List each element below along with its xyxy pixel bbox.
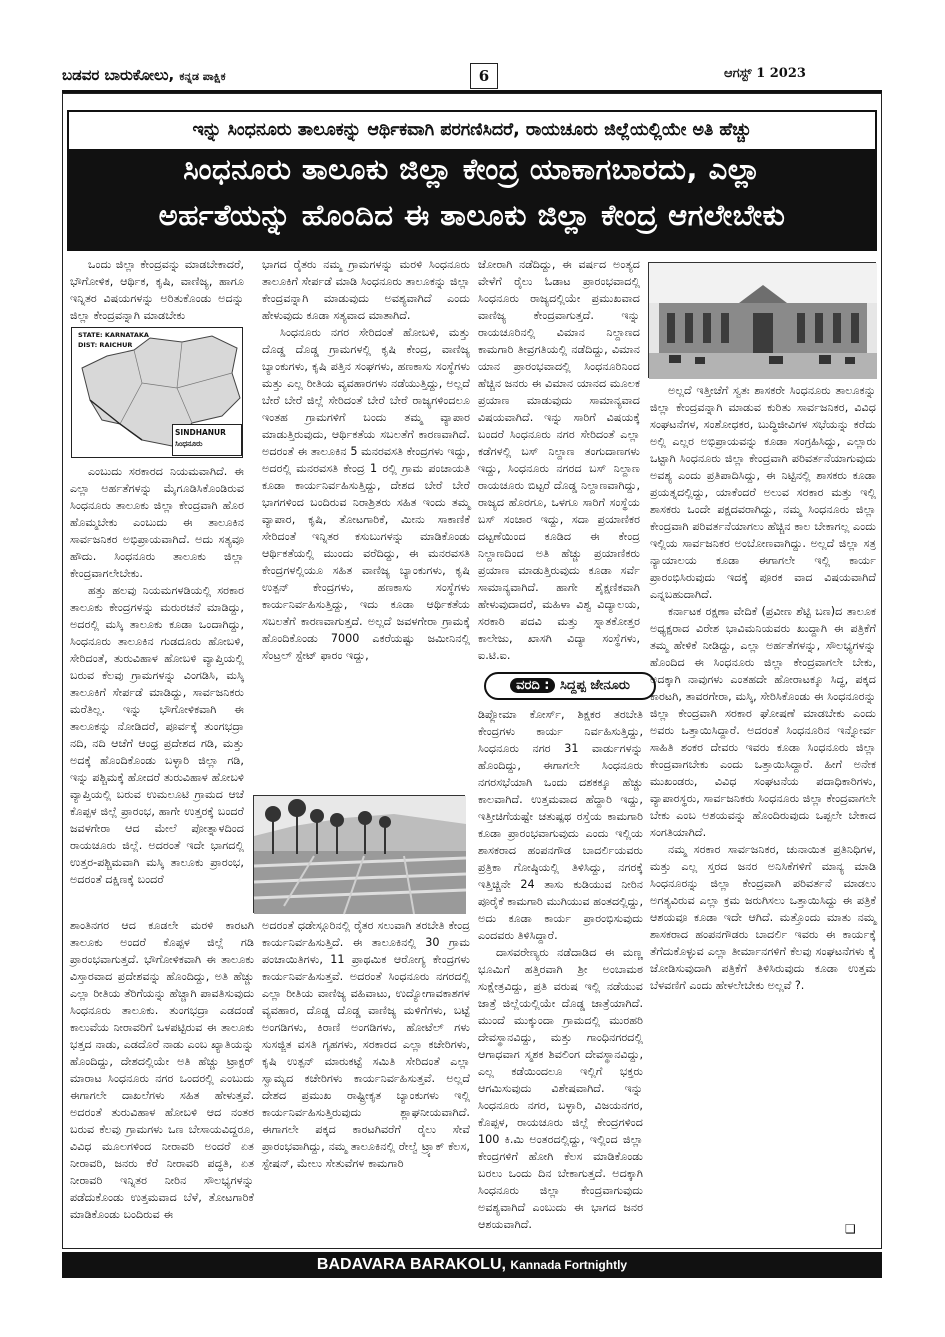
end-mark-icon: ❑: [845, 1222, 856, 1236]
paragraph: ಸಿಂಧನೂರು ನಗರ ಸೇರಿದಂತೆ ಹೋಬಳಿ, ಮತ್ತು ದೊಡ್ಡ ದೊಡ್ಡ ಗ್ರಾಮಗಳಲ್ಲಿ ಕೃಷಿ ಕೇಂದ್ರ, ವಾಣಿಜ್ಯ ಬ್ಯಾಂಕುಗಳು, ಕೃಷಿ ಪತ್ತಿನ ಸಂಘಗಳು, ಹಣಕಾಸು ಸಂಸ್ಥೆಗಳು ಮತ್ತು ಎಲ್ಲ ರೀತಿಯ ವ್ಯವಹಾರಗಳು ನಡೆಯುತ್ತಿದ್ದು, ಅಲ್ಲದೆ ಬೇರೆ ಬೇರೆ ಜಿಲ್ಲೆ ಸೇರಿದಂತೆ ಬೇರೆ ಬೇರೆ ರಾಜ್ಯಗಳಿಂದಲೂ ಇಂತಹ ಗ್ರಾಮಗಳಿಗೆ ಬಂದು ತಮ್ಮ ವ್ಯಾಪಾರ ಮಾಡುತ್ತಿರುವುದು, ಆರ್ಥಿಕತೆಯ ಸಬಲತೆಗೆ ಕಾರಣವಾಗಿದೆ. ಅದರಂತೆ ಈ ತಾಲೂಕಿನ 5 ಮನರವಸತಿ ಕೇಂದ್ರಗಳು ಇದ್ದು, ಅದರಲ್ಲಿ ಮನರವಸತಿ ಕೇಂದ್ರ 1 ರಲ್ಲಿ ಗ್ರಾಮ ಪಂಚಾಯತಿ ಕೂಡಾ ಕಾರ್ಯನಿರ್ವಹಿಸುತ್ತಿದ್ದು, ದೇಶದ ಬೇರೆ ಬೇರೆ ಭಾಗಗಳಿಂದ ಬಂದಿರುವ ನಿರಾಶ್ರಿತರು ಸಹಿತ ಇಂದು ತಮ್ಮ ವ್ಯಾಪಾರ, ಕೃಷಿ, ತೋಟಗಾರಿಕೆ, ಮೀನು ಸಾಕಾಣಿಕೆ ಸೇರಿದಂತೆ ಇನ್ನಿತರ ಕಸುಬುಗಳನ್ನು ಮಾಡಿಕೊಂಡು ಆರ್ಥಿಕತೆಯಲ್ಲಿ ಮುಂದು ವರೆದಿದ್ದು, ಈ ಮನರವಸತಿ ಕೇಂದ್ರಗಳಲ್ಲಿಯೂ ಸಹಿತ ವಾಣಿಜ್ಯ ಬ್ಯಾಂಕುಗಳು, ಕೃಷಿ ಉತ್ಪನ್ ಕೇಂದ್ರಗಳು, ಹಣಕಾಸು ಸಂಸ್ಥೆಗಳು ಕಾರ್ಯನಿರ್ವಹಿಸುತ್ತಿದ್ದು, ಇದು ಕೂಡಾ ಆರ್ಥಿಕತೆಯ ಸಬಲತೆಗೆ ಕಾರಣವಾಗುತ್ತದೆ. ಅಲ್ಲದೆ ಜವಳಗೇರಾ ಗ್ರಾಮಕ್ಕೆ ಹೊಂದಿಕೊಂಡು 7000 ಎಕರೆಯಷ್ಟು ಜಮೀನಿನಲ್ಲಿ ಸೆಂಟ್ರಲ್ ಸ್ಟೇಟ್ ಫಾರಂ ಇದ್ದು,: [262, 326, 470, 662]
column-3-continued: [478, 706, 643, 1246]
column-4-body: [650, 382, 876, 1220]
paddy-field-image: [254, 796, 466, 914]
paragraph: ಹತ್ತು ಹಲವು ನಿಯಮಗಳಡಿಯಲ್ಲಿ ಸರಕಾರ ತಾಲೂಕು ಕೇಂದ್ರಗಳನ್ನು ಮರುರಚನೆ ಮಾಡಿದ್ದು, ಅದರಲ್ಲಿ ಮಸ್ಕಿ ತಾಲೂಕು ಕೂಡಾ ಒಂದಾಗಿದ್ದು, ಸಿಂಧನೂರು ತಾಲೂಕಿನ ಗುಡದೂರು ಹೋಬಳಿ, ಸೇರಿದಂತೆ, ತುರುವಿಹಾಳ ಹೋಬಳಿ ವ್ಯಾಪ್ತಿಯಲ್ಲಿ ಬರುವ ಕೆಲವು ಗ್ರಾಮಗಳನ್ನು ವಿಂಗಡಿಸಿ, ಮಸ್ಕಿ ತಾಲೂಕಿಗೆ ಸೇರ್ಪಡೆ ಮಾಡಿದ್ದು, ಸಾರ್ವಜನಿಕರು ಮರೆತಿಲ್ಲ. ಇನ್ನು ಭೌಗೋಳಿಕವಾಗಿ ಈ ತಾಲೂಕನ್ನು ನೋಡಿದರೆ, ಪೂರ್ವಕ್ಕೆ ತುಂಗಭದ್ರಾ ನದಿ, ನದಿ ಆಚೆಗೆ ಆಂಧ್ರ ಪ್ರದೇಶದ ಗಡಿ, ಮತ್ತು ಅದಕ್ಕೆ ಹೊಂದಿಕೊಂಡು ಬಳ್ಳಾರಿ ಜಿಲ್ಲಾ ಗಡಿ, ಇನ್ನು ಪಶ್ಚಿಮಕ್ಕೆ ಹೋದರೆ ತುರುವಿಹಾಳ ಹೋಬಳಿ ವ್ಯಾಪ್ತಿಯಲ್ಲಿ ಬರುವ ಉಮಲೂಟಿ ಗ್ರಾಮದ ಆಚೆ ಕೊಪ್ಪಳ ಜಿಲ್ಲೆ ಪ್ರಾರಂಭ, ಹಾಗೇ ಉತ್ತರಕ್ಕೆ ಬಂದರೆ ಜವಳಗೇರಾ ಆದ ಮೇಲೆ ಪೋತ್ನಾಳದಿಂದ ರಾಯಚೂರು ಜಿಲ್ಲೆ. ಅದರಂತೆ ಇದೇ ಭಾಗದಲ್ಲಿ ಉತ್ತರ-ಪಶ್ಚಿಮವಾಗಿ ಮಸ್ಕಿ ತಾಲೂಕು ಪ್ರಾರಂಭ, ಅದರಂತೆ ದಕ್ಷಿಣಕ್ಕೆ ಬಂದರೆ: [70, 584, 244, 886]
masthead-title: [62, 66, 226, 84]
paddy-field-photo: [253, 795, 465, 913]
map-district-label: DIST: RAICHUR: [78, 341, 133, 349]
paragraph: ಒಂದು ಜಿಲ್ಲಾ ಕೇಂದ್ರವನ್ನು ಮಾಡಬೇಕಾದರೆ, ಭೌಗೋಳಿಕ, ಆರ್ಥಿಕ, ಕೃಷಿ, ವಾಣಿಜ್ಯ, ಹಾಗೂ ಇನ್ನಿತರ ವಿಷಯಗಳನ್ನು ಅರಿತುಕೊಂಡು ಅದನ್ನು ಜಿಲ್ಲಾ ಕೇಂದ್ರವನ್ನಾಗಿ ಮಾಡಬೇಕು: [70, 258, 244, 322]
paragraph: ಅಲ್ಲದೆ ಇತ್ತೀಚೆಗೆ ಸ್ವತಃ ಶಾಸಕರೇ ಸಿಂಧನೂರು ತಾಲೂಕನ್ನು ಜಿಲ್ಲಾ ಕೇಂದ್ರವನ್ನಾಗಿ ಮಾಡುವ ಕುರಿತು ಸಾರ್ವಜನಿಕರ, ವಿವಿಧ ಸಂಘಟನೆಗಳ, ಸಂಶೋಧಕರ, ಬುದ್ಧಿಜೀವಿಗಳ ಸಭೆಯನ್ನು ಕರೆದು ಅಲ್ಲಿ ಎಲ್ಲರ ಅಭಿಪ್ರಾಯವನ್ನು ಕೂಡಾ ಸಂಗ್ರಹಿಸಿದ್ದು, ಎಲ್ಲಾರು ಒಟ್ಟಾಗಿ ಸಿಂಧನೂರು ಜಿಲ್ಲಾ ಕೇಂದ್ರವಾಗಿ ಪರಿವರ್ತನೆಯಾಗುವುದು ಅವಶ್ಯ ಎಂದು ಪ್ರತಿಪಾದಿಸಿದ್ದು, ಈ ನಿಟ್ಟಿನಲ್ಲಿ ಶಾಸಕರು ಕೂಡಾ ಪ್ರಯತ್ನದಲ್ಲಿದ್ದು, ಯಾಕೆಂದರೆ ಅಲುವ ಸರಕಾರ ಮತ್ತು ಇಲ್ಲಿ ಶಾಸಕರು ಒಂದೇ ಪಕ್ಷದವರಾಗಿದ್ದು, ನಮ್ಮ ಸಿಂಧನೂರು ಜಿಲ್ಲಾ ಕೇಂದ್ರವಾಗಿ ಪರಿವರ್ತನೆಯಾಗಲು ಹೆಚ್ಚಿನ ಕಾಲ ಬೇಕಾಗಲ್ಲ ಎಂದು ಇಲ್ಲಿಯ ಸಾರ್ವಜನಿಕರ ಅಂಬೋಣವಾಗಿದ್ದು. ಅಲ್ಲದೆ ಜಿಲ್ಲಾ ಸತ್ರ ನ್ಯಾಯಾಲಯ ಕೂಡಾ ಈಗಾಗಲೇ ಇಲ್ಲಿ ಕಾರ್ಯ ಪ್ರಾರಂಭಿಸಿರುವುದು ಇದಕ್ಕೆ ಪೂರಕ ವಾದ ವಿಷಯವಾಗಿದೆ ಎನ್ನಬಹುದಾಗಿದೆ.: [650, 384, 876, 601]
paper-subtitle: ಕನ್ನಡ ಪಾಕ್ಷಿಕ: [179, 70, 226, 83]
paragraph: ಡಿಪ್ಲೋಮಾ ಕೋರ್ಸ್, ಶಿಕ್ಷಕರ ತರಬೇತಿ ಕೇಂದ್ರಗಳು ಕಾರ್ಯ ನಿರ್ವಹಿಸುತ್ತಿದ್ದು, ಸಿಂಧನೂರು ನಗರ 31 ವಾರ್ಡುಗಳನ್ನು ಹೊಂದಿದ್ದು, ಈಗಾಗಲೇ ಸಿಂಧನೂರು ನಗರಸಭೆಯಾಗಿ ಒಂದು ದಶಕಕ್ಕೂ ಹೆಚ್ಚು ಕಾಲವಾಗಿದೆ. ಉತ್ತಮವಾದ ಹೆದ್ದಾರಿ ಇದ್ದು, ಇತ್ತೀಚಿಗೆಯಷ್ಟೇ ಚತುಷ್ಪಥ ರಸ್ತೆಯ ಕಾಮಗಾರಿ ಕೂಡಾ ಪ್ರಾರಂಭವಾಗುವುದು ಎಂದು ಇಲ್ಲಿಯ ಶಾಸಕರಾದ ಹಂಪನಗೌಡ ಬಾದರ್ಲಿಯವರು ಪ್ರತ್ರಿಕಾ ಗೋಷ್ಠಿಯಲ್ಲಿ ತಿಳಿಸಿದ್ದು, ನಗರಕ್ಕೆ ಇತ್ತಿಚ್ಚಿನೇ 24 ತಾಸು ಕುಡಿಯುವ ನೀರಿನ ಪೂರೈಕೆ ಕಾಮಗಾರಿ ಮುಗಿಯುವ ಹಂತದಲ್ಲಿದ್ದು, ಅದು ಕೂಡಾ ಕಾರ್ಯ ಪ್ರಾರಂಭಿಸುವುದು ಎಂದವರು ತಿಳಿಸಿದ್ದಾರೆ.: [478, 708, 643, 942]
district-map: [71, 327, 243, 458]
column-1-continued: [70, 917, 254, 1245]
column-1-intro: [70, 256, 244, 324]
strapline: ಇನ್ನು ಸಿಂಧನೂರು ತಾಲೂಕನ್ನು ಆರ್ಥಿಕವಾಗಿ ಪರಗಣಿಸಿದರೆ, ರಾಯಚೂರು ಜಿಲ್ಲೆಯಲ್ಲಿಯೇ ಅತಿ ಹೆಚ್ಚು: [67, 110, 877, 151]
paragraph: ಶಾಂತಿನಗರ ಆದ ಕೂಡಲೇ ಮರಳಿ ಕಾರಟಗಿ ತಾಲೂಕು ಅಂದರೆ ಕೊಪ್ಪಳ ಜಿಲ್ಲೆ ಗಡಿ ಪ್ರಾರಂಭವಾಗುತ್ತದೆ. ಭೌಗೋಳಿಕವಾಗಿ ಈ ತಾಲೂಕು ವಿಸ್ತಾರವಾದ ಪ್ರದೇಶವನ್ನು ಹೊಂದಿದ್ದು, ಅತಿ ಹೆಚ್ಚು ಎಲ್ಲಾ ರೀತಿಯ ತೆರಿಗೆಯನ್ನು ಹೆಚ್ಚಾಗಿ ಪಾವತಿಸುವುದು ಸಿಂಧನೂರು ತಾಲೂಕು. ತುಂಗಭದ್ರಾ ಎಡದಂಡೆ ಕಾಲುವೆಯ ನೀರಾವರಿಗೆ ಒಳಪಟ್ಟಿರುವ ಈ ತಾಲೂಕು ಭತ್ತದ ನಾಡು, ಎಡದೊರೆ ನಾಡು ಎಂಬ ಖ್ಯಾತಿಯನ್ನು ಹೊಂದಿದ್ದು, ದೇಶದಲ್ಲಿಯೇ ಅತಿ ಹೆಚ್ಚು ಟ್ರಾಕ್ಟರ್ ಮಾರಾಟ ಸಿಂಧನೂರು ನಗರ ಒಂದರಲ್ಲಿ ಎಂಬುದು ಈಗಾಗಲೇ ದಾಖಲೆಗಳು ಸಹಿತ ಹೇಳುತ್ತವೆ. ಅದರಂತೆ ತುರುವಿಹಾಳ ಹೋಬಳಿ ಆದ ನಂತರ ಬರುವ ಕೆಲವು ಗ್ರಾಮಗಳು ಒಣ ಬೇಸಾಯವಿದ್ದರೂ, ವಿವಿಧ ಮೂಲಗಳಿಂದ ನೀರಾವರಿ ಅಂದರೆ ಏತ ನೀರಾವರಿ, ಜನರು ಕೆರೆ ನೀರಾವರಿ ಪದ್ಧತಿ, ಏತ ನೀರಾವರಿ ಇನ್ನಿತರ ನೀರಿನ ಸೌಲಭ್ಯಗಳನ್ನು ಪಡೆದುಕೊಂಡು ಉತ್ತಮವಾದ ಬೆಳೆ, ತೋಟಗಾರಿಕೆ ಮಾಡಿಕೊಂಡು ಬಂದಿರುವ ಈ: [70, 919, 254, 1221]
page-number: 6: [470, 63, 498, 89]
column-1-body: [70, 463, 244, 886]
paragraph: ಭಾಗದ ರೈತರು ನಮ್ಮ ಗ್ರಾಮಗಳನ್ನು ಮರಳಿ ಸಿಂಧನೂರು ತಾಲೂಕಿಗೆ ಸೇರ್ಪಡೆ ಮಾಡಿ ಸಿಂಧನೂರು ತಾಲೂಕನ್ನು ಜಿಲ್ಲಾ ಕೇಂದ್ರವನ್ನಾಗಿ ಮಾಡುವುದು ಅವಶ್ಯವಾಗಿದೆ ಎಂದು ಹೇಳುವುದು ಕೂಡಾ ಸತ್ಯವಾದ ಮಾತಾಗಿದೆ.: [262, 258, 470, 322]
paragraph: ಕರ್ನಾಟಕ ರಕ್ಷಣಾ ವೇದಿಕೆ (ಪ್ರವೀಣ ಶೆಟ್ಟಿ ಬಣ)ದ ತಾಲೂಕ ಅಧ್ಯಕ್ಷರಾದ ವಿರೇಶ ಭಾವಿಮನಿಯವರು ಖುದ್ದಾಗಿ ಈ ಪತ್ರಿಕೆಗೆ ತಮ್ಮ ಹೇಳಿಕೆ ನೀಡಿದ್ದು, ಎಲ್ಲಾ ಅರ್ಹತೆಗಳನ್ನು, ಸೌಲಭ್ಯಗಳನ್ನು ಹೊಂದಿದ ಈ ಸಿಂಧನೂರು ಜಿಲ್ಲಾ ಕೇಂದ್ರವಾಗಲೇ ಬೇಕು, ಅದಕ್ಕಾಗಿ ನಾವುಗಳು ಎಂತಹದೇ ಹೋರಾಟಕ್ಕೂ ಸಿದ್ಧ, ಪಕ್ಕದ ಕಾರಟಗಿ, ತಾವರಗೇರಾ, ಮಸ್ಕಿ, ಸೇರಿಸಿಕೊಂಡು ಈ ಸಿಂಧನೂರನ್ನು ಜಿಲ್ಲಾ ಕೇಂದ್ರವಾಗಿ ಸರಕಾರ ಘೋಷಣೆ ಮಾಡಬೇಕು ಎಂದು ಅವರು ಒತ್ತಾಯಿಸಿದ್ದಾರೆ. ಅದರಂತೆ ಸಿಂಧನೂರಿನ ಇನ್ನೋರ್ವ ಸಾಹಿತಿ ಶಂಕರ ದೇವರು ಇವರು ಕೂಡಾ ಸಿಂಧನೂರು ಜಿಲ್ಲಾ ಕೇಂದ್ರವಾಗಬೇಕು ಎಂದು ಒತ್ತಾಯಿಸಿದ್ದಾರೆ. ಹೀಗೆ ಅನೇಕ ಮುಖಂಡರು, ವಿವಿಧ ಸಂಘಟನೆಯ ಪದಾಧಿಕಾರಿಗಳು, ವ್ಯಾಪಾರಸ್ಥರು, ಸಾರ್ವಜನಿಕರು ಸಿಂಧನೂರು ಜಿಲ್ಲಾ ಕೇಂದ್ರವಾಗಲೇ ಬೇಕು ಎಂಬ ಅಶಯವನ್ನು ಹೊಂದಿರುವುದು ಒಪ್ಪಲೇ ಬೇಕಾದ ಸಂಗತಿಯಾಗಿದೆ.: [650, 605, 876, 839]
footer-tag: Kannada Fortnightly: [510, 1258, 628, 1272]
map-state-label: STATE: KARNATAKA: [78, 331, 149, 339]
paragraph: ಜೋರಾಗಿ ನಡೆದಿದ್ದು, ಈ ವರ್ಷದ ಅಂತ್ಯದ ವೇಳೆಗೆ ರೈಲು ಓಡಾಟ ಪ್ರಾರಂಭವಾದಲ್ಲಿ ಸಿಂಧನೂರು ರಾಜ್ಯದಲ್ಲಿಯೇ ಪ್ರಮುಖವಾದ ವಾಣಿಜ್ಯ ಕೇಂದ್ರವಾಗುತ್ತದೆ. ಇನ್ನು ರಾಯಚೂರಿನಲ್ಲಿ ವಿಮಾನ ನಿಲ್ದಾಣದ ಕಾಮಗಾರಿ ತೀವ್ರಗತಿಯಲ್ಲಿ ನಡೆದಿದ್ದು, ವಿಮಾನ ಯಾನ ಪ್ರಾರಂಭವಾದಲ್ಲಿ ಸಿಂಧನೂರಿನಿಂದ ಹೆಚ್ಚಿನ ಜನರು ಈ ವಿಮಾನ ಯಾನದ ಮೂಲಕ ಪ್ರಯಾಣ ಮಾಡುವುದು ಸಾಮಾನ್ಯವಾದ ವಿಷಯವಾಗಿದೆ. ಇನ್ನು ಸಾರಿಗೆ ವಿಷಯಕ್ಕೆ ಬಂದರೆ ಸಿಂಧನೂರು ನಗರ ಸೇರಿದಂತೆ ಎಲ್ಲಾ ಕಡೆಗಳಲ್ಲಿ ಬಸ್ ನಿಲ್ದಾಣ ತಂಗುದಾಣಗಳು ಇದ್ದು, ಸಿಂಧನೂರು ನಗರದ ಬಸ್ ನಿಲ್ದಾಣ ರಾಯಚೂರು ಬಿಟ್ಟರೆ ದೊಡ್ಡ ನಿಲ್ದಾಣವಾಗಿದ್ದು, ರಾಜ್ಯದ ಹೊರಗೂ, ಒಳಗೂ ಸಾರಿಗೆ ಸಂಸ್ಥೆಯ ಬಸ್ ಸಂಚಾರ ಇದ್ದು, ಸದಾ ಪ್ರಯಾಣಿಕರ ದಟ್ಟಣೆಯಿಂದ ಕೂಡಿದ ಈ ಕೇಂದ್ರ ನಿಲ್ದಾಣದಿಂದ ಅತಿ ಹೆಚ್ಚು ಪ್ರಯಾಣಿಕರು ಪ್ರಯಾಣ ಮಾಡುತ್ತಿರುವುದು ಕೂಡಾ ಸರ್ವೆ ಸಾಮಾನ್ಯವಾಗಿದೆ. ಹಾಗೇ ಶೈಕ್ಷಣಿಕವಾಗಿ ಹೇಳುವುದಾದರೆ, ಮಹಿಳಾ ವಿಶ್ವ ವಿದ್ಯಾಲಯ, ಸರಕಾರಿ ಪದವಿ ಮತ್ತು ಸ್ನಾತಕೋತ್ತರ ಕಾಲೇಜು, ಖಾಸಗಿ ವಿದ್ಯಾ ಸಂಸ್ಥೆಗಳು, ಐ.ಟಿ.ಐ.: [478, 258, 640, 662]
column-2-continued: [262, 917, 470, 1245]
column-2-body: [262, 256, 470, 792]
byline: [484, 672, 656, 700]
headline-line-2: ಅರ್ಹತೆಯನ್ನು ಹೊಂದಿದ ಈ ತಾಲೂಕು ಜಿಲ್ಲಾ ಕೇಂದ್ರ ಆಗಲೇಬೇಕು: [158, 198, 786, 232]
issue-date: ಆಗಸ್ಟ್ 1 2023: [724, 66, 806, 81]
paragraph: ದಾಸವರೇಣ್ಯರು ನಡೆದಾಡಿದ ಈ ಮಣ್ಣ ಭೂಮಿಗೆ ಹತ್ತಿರವಾಗಿ ಶ್ರೀ ಅಂಬಾಮಠ ಸುಕ್ಷೇತ್ರವಿದ್ದು, ಪ್ರತಿ ವರುಷ ಇಲ್ಲಿ ನಡೆಯುವ ಜಾತ್ರೆ ಜಿಲ್ಲೆಯಲ್ಲಿಯೇ ದೊಡ್ಡ ಜಾತ್ರೆಯಾಗಿದೆ. ಮುಂದೆ ಮುಕ್ಕುಂದಾ ಗ್ರಾಮದಲ್ಲಿ ಮುರಹರಿ ದೇವಸ್ಥಾನವಿದ್ದು, ಮತ್ತು ಗಾಂಧಿನಗರದಲ್ಲಿ ಆಗಾಧವಾಗ ಸ್ಮಶಕ ಶಿವಲಿಂಗ ದೇವಸ್ಥಾನವಿದ್ದು, ಎಲ್ಲ ಕಡೆಯಿಂದಲೂ ಇಲ್ಲಿಗೆ ಭಕ್ತರು ಆಗಮಿಸುವುದು ವಿಶೇಷವಾಗಿದೆ. ಇನ್ನು ಸಿಂಧನೂರು ನಗರ, ಬಳ್ಳಾರಿ, ವಿಜಯನಗರ, ಕೊಪ್ಪಳ, ರಾಯಚೂರು ಜಿಲ್ಲೆ ಕೇಂದ್ರಗಳಿಂದ 100 ಕಿ.ಮಿ ಅಂತರದಲ್ಲಿದ್ದು, ಇಲ್ಲಿಂದ ಜಿಲ್ಲಾ ಕೇಂದ್ರಗಳಿಗೆ ಹೋಗಿ ಕೆಲಸ ಮಾಡಿಕೊಂಡು ಬರಲು ಒಂದು ದಿನ ಬೇಕಾಗುತ್ತದೆ. ಅದಕ್ಕಾಗಿ ಸಿಂಧನೂರು ಜಿಲ್ಲಾ ಕೇಂದ್ರವಾಗುವುದು ಅವಶ್ಯವಾಗಿದೆ ಎಂಬುದು ಈ ಭಾಗದ ಜನರ ಆಶಯವಾಗಿದೆ.: [478, 946, 643, 1231]
map-place-kn: ಸಿಂಧನೂರು: [175, 439, 203, 448]
footer-name: BADAVARA BARAKOLU,: [316, 1256, 506, 1273]
headline-line-1: ಸಿಂಧನೂರು ತಾಲೂಕು ಜಿಲ್ಲಾ ಕೇಂದ್ರ ಯಾಕಾಗಬಾರದು, ಎಲ್ಲಾ: [183, 152, 761, 186]
paper-name: ಬಡವರ ಬಾರುಕೋಲು,: [62, 66, 175, 84]
building-image: [649, 263, 877, 379]
building-photo: [648, 262, 876, 378]
column-3-body: [478, 256, 640, 668]
map-place-en: SINDHANUR: [175, 428, 226, 437]
paragraph: ನಮ್ಮ ಸರಕಾರ ಸಾರ್ವಜನಿಕರ, ಚುನಾಯಿತ ಪ್ರತಿನಿಧಿಗಳ, ಮತ್ತು ಎಲ್ಲ ಸ್ತರದ ಜನರ ಅನಿಸಿಕೆಗಳಿಗೆ ಮಾನ್ಯ ಮಾಡಿ ಸಿಂಧನೂರನ್ನು ಜಿಲ್ಲಾ ಕೇಂದ್ರವಾಗಿ ಪರಿವರ್ತನೆ ಮಾಡಲು ಅಗತ್ಯವಿರುವ ಎಲ್ಲಾ ಕ್ರಮ ಜರುಗಿಸಲು ಒತ್ತಾಯಿಸಿದ್ದು ಈ ಪತ್ರಿಕೆ ಆಶಯವೂ ಕೂಡಾ ಇದೇ ಆಗಿದೆ. ಮತ್ತೊಂದು ಮಾತು ನಮ್ಮ ಶಾಸಕರಾದ ಹಂಪನಗೌಡರು ಬಾದರ್ಲಿ ಇವರು ಈ ಕಾರ್ಯಕ್ಕೆ ತೆಗೆದುಕೊಳ್ಳುವ ಎಲ್ಲಾ ತೀರ್ಮಾನಗಳಿಗೆ ಕೆಲವು ಸಂಘಟನೆಗಳು ಕೈ ಜೋಡಿಸುವುದಾಗಿ ಪತ್ರಿಕೆಗೆ ತಿಳಿಸಿರುವುದು ಕೂಡಾ ಉತ್ತಮ ಬೆಳವಣಿಗೆ ಎಂದು ಹೇಳಲೇಬೇಕು ಅಲ್ಲವೆ ?.: [650, 843, 876, 992]
footer-bar: [62, 1252, 882, 1278]
paragraph: ಅದರಂತೆ ಧಡೇಸ್ಗೂರಿನಲ್ಲಿ ರೈತರ ಸಲುವಾಗಿ ತರಬೇತಿ ಕೇಂದ್ರ ಕಾರ್ಯನಿರ್ವಹಿಸುತ್ತಿದೆ. ಈ ತಾಲೂಕಿನಲ್ಲಿ 30 ಗ್ರಾಮ ಪಂಚಾಯಿತಿಗಳು, 11 ಪ್ರಾಥಮಿಕ ಆರೋಗ್ಯ ಕೇಂದ್ರಗಳು ಕಾರ್ಯನಿರ್ವಹಿಸುತ್ತವೆ. ಅದರಂತೆ ಸಿಂಧನೂರು ನಗರದಲ್ಲಿ ಎಲ್ಲಾ ರೀತಿಯ ವಾಣಿಜ್ಯ ವಹಿವಾಟು, ಉದ್ಯೋಗಾವಕಾಶಗಳ ವ್ಯವಹಾರ, ದೊಡ್ಡ ದೊಡ್ಡ ವಾಣಿಜ್ಯ ಮಳಿಗೆಗಳು, ಬಟ್ಟೆ ಅಂಗಡಿಗಳು, ಕಿರಾಣಿ ಅಂಗಡಿಗಳು, ಹೋಟೆಲ್ ಗಳು ಸುಸಜ್ಜಿತ ವಸತಿ ಗೃಹಗಳು, ಸರಕಾರದ ಎಲ್ಲಾ ಕಚೇರಿಗಳು, ಕೃಷಿ ಉತ್ಪನ್ ಮಾರುಕಟ್ಟೆ ಸಮಿತಿ ಸೇರಿದಂತೆ ಎಲ್ಲಾ ಸ್ವಾಮ್ಯದ ಕಚೇರಿಗಳು ಕಾರ್ಯನಿರ್ವಹಿಸುತ್ತವೆ. ಅಲ್ಲದೆ ದೇಶದ ಪ್ರಮುಖ ರಾಷ್ಟ್ರೀಕೃತ ಬ್ಯಾಂಕುಗಳು ಇಲ್ಲಿ ಕಾರ್ಯನಿರ್ವಹಿಸುತ್ತಿರುವುದು ಶ್ಲಾಘನೀಯವಾಗಿದೆ. ಈಗಾಗಲೇ ಪಕ್ಕದ ಕಾರಟಗಿವರೆಗೆ ರೈಲು ಸೇವೆ ಪ್ರಾರಂಭವಾಗಿದ್ದು, ನಮ್ಮ ತಾಲೂಕಿನಲ್ಲಿ ರೇಲ್ವೆ ಟ್ರ್ಯಾಕ್ ಕೆಲಸ, ಸ್ಟೇಷನ್, ಮೇಲು ಸೇತುವೆಗಳ ಕಾಮಗಾರಿ: [262, 919, 470, 1170]
byline-name: ಸಿದ್ದಪ್ಪ ಜೇನೂರು: [560, 678, 630, 693]
byline-lead: ವರದಿ :: [510, 678, 555, 693]
map-place-box: [172, 424, 242, 456]
paragraph: ಎಂಬುದು ಸರಕಾರದ ನಿಯಮವಾಗಿದೆ. ಈ ಎಲ್ಲಾ ಅರ್ಹತೆಗಳನ್ನು ಮೈಗೂಡಿಸಿಕೊಂಡಿರುವ ಸಿಂಧನೂರು ತಾಲೂಕು ಜಿಲ್ಲಾ ಕೇಂದ್ರವಾಗಿ ಹೊರ ಹೊಮ್ಮಬೇಕು ಎಂಬುದು ಈ ತಾಲೂಕಿನ ಸಾರ್ವಜನಿಕರ ಅಭಿಪ್ರಾಯವಾಗಿದೆ. ಅದು ಸತ್ಯವೂ ಹೌದು. ಸಿಂಧನೂರು ತಾಲೂಕು ಜಿಲ್ಲಾ ಕೇಂದ್ರವಾಗಲೇಬೇಕು.: [70, 465, 244, 580]
